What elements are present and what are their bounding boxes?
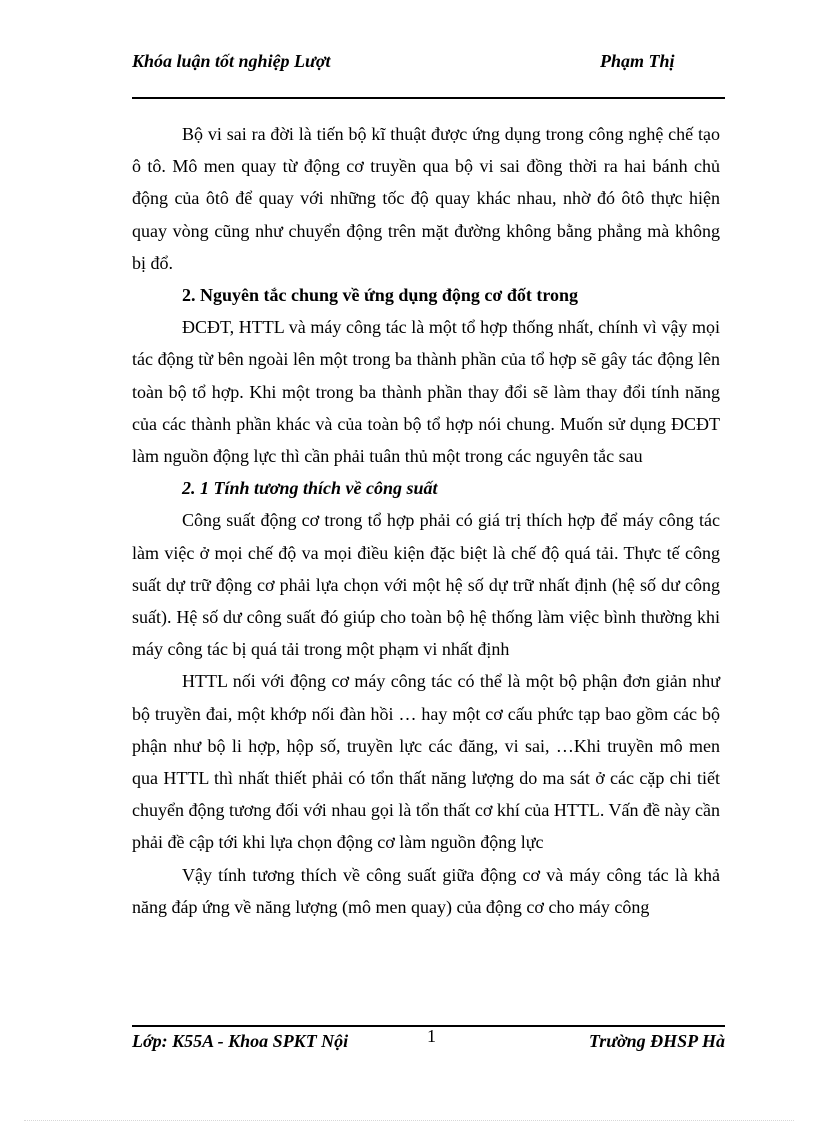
footer-class: Lớp: K55A - Khoa SPKT Nội	[132, 1031, 349, 1051]
footer-university: Trường ĐHSP Hà	[588, 1031, 725, 1051]
header-author: Phạm Thị	[600, 51, 675, 71]
paragraph-transmission: HTTL nối với động cơ máy công tác có thể là một bộ phận đơn giản như bộ truyền đai, một khớp nối đàn hồi … hay một cơ cấu phức tạp bao gồm các bộ phận như bộ li hợp, hộp số, truyền lực các đăng, vi sai, …Khi truyền mô men qua HTTL thì nhất thiết phải có tổn thất năng lượng do ma sát ở các cặp chi tiết chuyển động tương đối với nhau gọi là tổn thất cơ khí của HTTL. Vấn đề này cần phải đề cập tới khi lựa chọn động cơ làm nguồn động lực	[132, 671, 720, 853]
page-bottom-edge	[24, 1120, 794, 1121]
section-heading-2: 2. Nguyên tắc chung về ứng dụng động cơ đốt trong	[182, 285, 578, 306]
subsection-heading-2-1: 2. 1 Tính tương thích về công suất	[182, 478, 438, 499]
header-divider	[132, 97, 725, 99]
page-number: 1	[427, 1026, 436, 1046]
page-footer	[132, 1026, 725, 1080]
paragraph-power-reserve: Công suất động cơ trong tổ hợp phải có giá trị thích hợp để máy công tác làm việc ở mọi chế độ va mọi điều kiện đặc biệt là chế độ quá tải. Thực tế công suất dự trữ động cơ phải lựa chọn với một hệ số dự trữ nhất định (hệ số dư công suất). Hệ số dư công suất đó giúp cho toàn bộ hệ thống làm việc bình thường khi máy công tác bị quá tải trong một phạm vi nhất định	[132, 510, 720, 660]
header-thesis-title: Khóa luận tốt nghiệp Lượt	[132, 51, 331, 71]
page-header	[132, 50, 725, 98]
paragraph-principles: ĐCĐT, HTTL và máy công tác là một tổ hợp thống nhất, chính vì vậy mọi tác động từ bên ngoài lên một trong ba thành phần của tổ hợp sẽ gây tác động lên toàn bộ tổ hợp. Khi một trong ba thành phần thay đổi sẽ làm thay đổi tính năng của các thành phần khác và của toàn bộ tổ hợp nói chung. Muốn sử dụng ĐCĐT làm nguồn động lực thì cần phải tuân thủ một trong các nguyên tắc sau	[132, 317, 720, 467]
paragraph-compatibility: Vậy tính tương thích về công suất giữa động cơ và máy công tác là khả năng đáp ứng về năng lượng (mô men quay) của động cơ cho máy công	[132, 864, 720, 917]
document-body	[132, 118, 720, 923]
paragraph-differential: Bộ vi sai ra đời là tiến bộ kĩ thuật được ứng dụng trong công nghệ chế tạo ô tô. Mô men quay từ động cơ truyền qua bộ vi sai đồng thời ra hai bánh chủ động của ôtô để quay với những tốc độ quay khác nhau, nhờ đó ôtô thực hiện quay vòng cũng như chuyển động trên mặt đường không bằng phẳng mà không bị đổ.	[132, 124, 720, 273]
